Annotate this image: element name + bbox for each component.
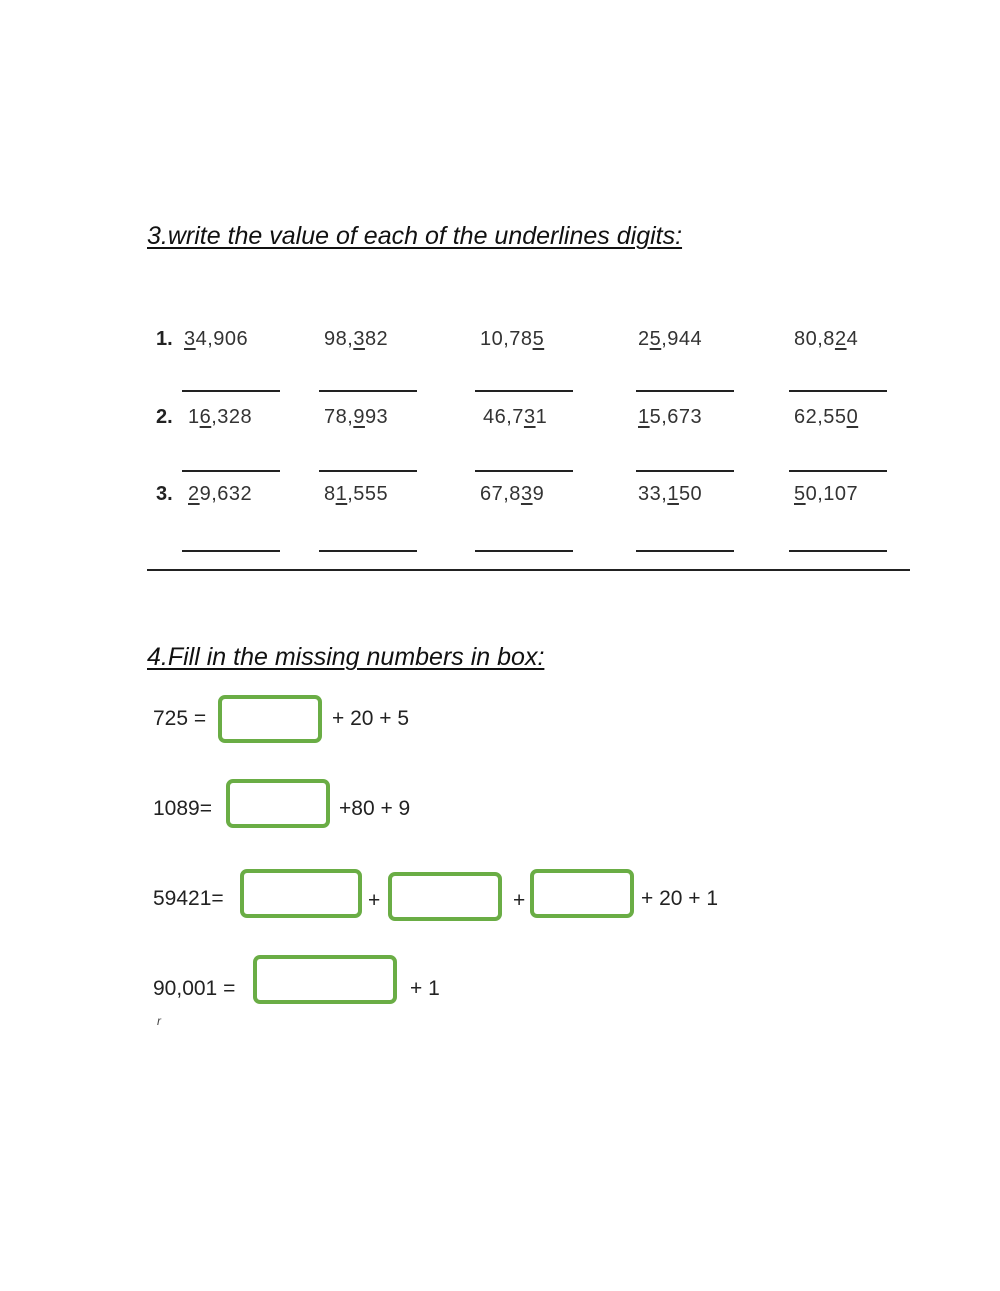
- answer-blank-r3-c4[interactable]: [636, 550, 734, 552]
- number-r1-c3: 10,785: [480, 328, 545, 350]
- eq3-plus-2: +: [513, 889, 526, 912]
- eq2-rhs: +80 + 9: [339, 797, 411, 820]
- answer-blank-r3-c1[interactable]: [182, 550, 280, 552]
- number-r3-c5: 50,107: [794, 483, 859, 505]
- eq2-lhs: 1089=: [153, 797, 212, 820]
- number-r2-c3: 46,731: [483, 406, 548, 428]
- answer-blank-r2-c3[interactable]: [475, 470, 573, 472]
- underlined-digit: 5: [794, 483, 806, 505]
- eq3-lhs: 59421=: [153, 887, 224, 910]
- underlined-digit: 3: [184, 328, 196, 350]
- answer-blank-r2-c5[interactable]: [789, 470, 887, 472]
- answer-blank-r2-c2[interactable]: [319, 470, 417, 472]
- number-r1-c4: 25,944: [638, 328, 703, 350]
- number-r2-c4: 15,673: [638, 406, 703, 428]
- number-r3-c3: 67,839: [480, 483, 545, 505]
- eq3-rhs: + 20 + 1: [641, 887, 719, 910]
- eq4-rhs: + 1: [410, 977, 440, 1000]
- underlined-digit: 0: [846, 406, 859, 428]
- underlined-digit: 1: [638, 406, 650, 428]
- number-r1-c1: 34,906: [184, 328, 249, 350]
- row-2-label: 2.: [156, 406, 173, 428]
- number-r1-c5: 80,824: [794, 328, 859, 350]
- underlined-digit: 1: [667, 483, 679, 505]
- underlined-digit: 3: [523, 406, 536, 428]
- answer-blank-r1-c1[interactable]: [182, 390, 280, 392]
- row-3-label: 3.: [156, 483, 173, 505]
- number-r3-c2: 81,555: [324, 483, 389, 505]
- number-r1-c2: 98,382: [324, 328, 389, 350]
- answer-blank-r3-c5[interactable]: [789, 550, 887, 552]
- eq3-answer-box-1[interactable]: [240, 869, 362, 918]
- answer-blank-r1-c2[interactable]: [319, 390, 417, 392]
- eq4-lhs: 90,001 =: [153, 977, 236, 1000]
- underlined-digit: 6: [199, 406, 212, 428]
- number-r3-c4: 33,150: [638, 483, 703, 505]
- eq3-answer-box-3[interactable]: [530, 869, 634, 918]
- number-r2-c2: 78,993: [324, 406, 389, 428]
- underlined-digit: 9: [353, 406, 365, 428]
- number-r3-c1: 29,632: [188, 483, 253, 505]
- underlined-digit: 1: [335, 483, 348, 505]
- row-1-label: 1.: [156, 328, 173, 350]
- underlined-digit: 5: [532, 328, 545, 350]
- eq1-lhs: 725 =: [153, 707, 207, 730]
- eq1-rhs: + 20 + 5: [332, 707, 410, 730]
- underlined-digit: 3: [520, 483, 533, 505]
- answer-blank-r1-c5[interactable]: [789, 390, 887, 392]
- eq3-plus-1: +: [368, 889, 381, 912]
- section-3-heading: 3.write the value of each of the underlines digits:: [147, 222, 683, 250]
- underlined-digit: 2: [188, 483, 200, 505]
- answer-blank-r3-c2[interactable]: [319, 550, 417, 552]
- section-divider: [147, 569, 910, 571]
- answer-blank-r2-c4[interactable]: [636, 470, 734, 472]
- number-r2-c5: 62,550: [794, 406, 859, 428]
- eq3-answer-box-2[interactable]: [388, 872, 502, 921]
- number-r2-c1: 16,328: [188, 406, 253, 428]
- answer-blank-r1-c3[interactable]: [475, 390, 573, 392]
- stray-mark: r: [157, 1014, 161, 1028]
- underlined-digit: 2: [834, 328, 847, 350]
- eq1-answer-box[interactable]: [218, 695, 322, 743]
- eq4-answer-box[interactable]: [253, 955, 397, 1004]
- underlined-digit: 3: [353, 328, 365, 350]
- answer-blank-r1-c4[interactable]: [636, 390, 734, 392]
- answer-blank-r2-c1[interactable]: [182, 470, 280, 472]
- eq2-answer-box[interactable]: [226, 779, 330, 828]
- answer-blank-r3-c3[interactable]: [475, 550, 573, 552]
- section-4-heading: 4.Fill in the missing numbers in box:: [147, 643, 545, 671]
- underlined-digit: 5: [649, 328, 662, 350]
